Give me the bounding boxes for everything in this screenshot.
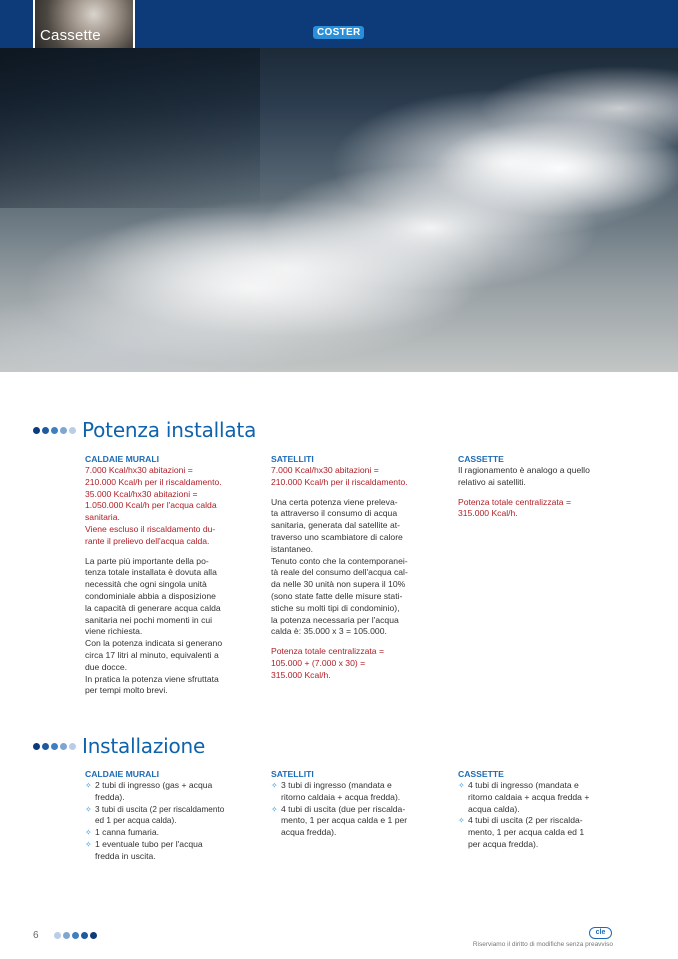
text-line: calda è: 35.000 x 3 = 105.000. bbox=[271, 626, 387, 637]
page-number: 6 bbox=[33, 930, 39, 941]
column-heading: SATELLITI bbox=[271, 454, 314, 464]
potenza-satelliti-column bbox=[271, 453, 431, 682]
hero-foam-lower bbox=[80, 198, 500, 338]
text-line: 1.050.000 Kcal/h per l'acqua calda bbox=[85, 500, 217, 511]
text-line: ✧ 2 tubi di ingresso (gas + acqua bbox=[95, 780, 213, 790]
column-heading: CASSETTE bbox=[458, 454, 504, 464]
text-line: 315.000 Kcal/h. bbox=[458, 508, 518, 519]
text-line: tà reale del consumo dell'acqua cal- bbox=[271, 567, 408, 578]
text-line: Una certa potenza viene preleva- bbox=[271, 496, 398, 507]
dot-icon bbox=[60, 427, 67, 434]
text-line: ✧ 3 tubi di uscita (2 per riscaldamento bbox=[95, 804, 225, 814]
dot-icon bbox=[42, 427, 49, 434]
text-line: Viene escluso il riscaldamento du- bbox=[85, 523, 216, 534]
text-line: ✧ 3 tubi di ingresso (mandata e bbox=[281, 780, 392, 790]
section-header-potenza bbox=[33, 418, 256, 442]
dot-icon bbox=[51, 743, 58, 750]
installazione-caldaie-column bbox=[85, 768, 245, 863]
text-line: ✧ 4 tubi di ingresso (mandata e bbox=[468, 780, 579, 790]
text-line: 210.000 Kcal/h per il riscaldamento. bbox=[271, 476, 408, 487]
text-line: Potenza totale centralizzata = bbox=[271, 646, 384, 657]
list-item bbox=[271, 780, 431, 804]
text-line: Con la potenza indicata si generano bbox=[85, 638, 223, 649]
text-line: la potenza necessaria per l'acqua bbox=[271, 614, 399, 625]
text-line: condominiale abbia a disposizione bbox=[85, 590, 216, 601]
dot-icon bbox=[60, 743, 67, 750]
text-line: 210.000 Kcal/h per il riscaldamento. bbox=[85, 476, 222, 487]
footer-dots bbox=[54, 932, 97, 939]
text-line: acqua fredda). bbox=[281, 827, 337, 838]
hero-wave-image bbox=[0, 48, 678, 372]
text-line: per tempi molto brevi. bbox=[85, 685, 168, 696]
text-line: viene richiesta. bbox=[85, 626, 143, 637]
text-line: per acqua fredda). bbox=[468, 838, 539, 849]
text-line: fredda). bbox=[95, 791, 125, 802]
company-logo: cle bbox=[589, 927, 612, 939]
list-item bbox=[85, 804, 245, 828]
section-thumbnail[interactable] bbox=[33, 0, 135, 50]
potenza-cassette-column bbox=[458, 453, 618, 520]
text-line: mento, 1 per acqua calda ed 1 bbox=[468, 827, 585, 838]
footer-disclaimer: Riserviamo il diritto di modifiche senza preavviso bbox=[472, 941, 613, 948]
text-line: acqua calda). bbox=[468, 803, 520, 814]
dot-icon bbox=[90, 932, 97, 939]
column-heading: CALDAIE MURALI bbox=[85, 769, 159, 779]
hero-shadow bbox=[0, 48, 260, 208]
dot-icon bbox=[72, 932, 79, 939]
list-item bbox=[85, 839, 245, 863]
dot-icon bbox=[42, 743, 49, 750]
list-item bbox=[85, 827, 245, 839]
text-line: mento, 1 per acqua calda e 1 per bbox=[281, 815, 408, 826]
text-line: ed 1 per acqua calda). bbox=[95, 816, 177, 826]
text-line: La parte più importante della po- bbox=[85, 555, 209, 566]
section-title: Potenza installata bbox=[82, 418, 257, 442]
text-line: ✧ 4 tubi di uscita (2 per riscalda- bbox=[468, 815, 583, 826]
text-line: ritorno caldaia + acqua fredda + bbox=[468, 791, 590, 802]
column-heading: SATELLITI bbox=[271, 769, 314, 779]
section-header-installazione bbox=[33, 734, 205, 758]
text-line: fredda in uscita. bbox=[95, 850, 156, 861]
text-line: sanitaria nei pochi momenti in cui bbox=[85, 614, 213, 625]
text-line: 315.000 Kcal/h. bbox=[271, 669, 331, 680]
text-line: ✧ 1 eventuale tubo per l'acqua bbox=[95, 838, 203, 849]
caldaie-body-text bbox=[85, 556, 245, 698]
potenza-caldaie-column bbox=[85, 453, 245, 697]
section-thumbnail-label: Cassette bbox=[40, 27, 101, 44]
text-line: da nelle 30 unità non supera il 10% bbox=[271, 579, 406, 590]
bullet-list bbox=[85, 780, 245, 863]
text-line: sanitaria. bbox=[85, 512, 120, 523]
dot-icon bbox=[63, 932, 70, 939]
column-heading: CALDAIE MURALI bbox=[85, 454, 159, 464]
satelliti-total bbox=[271, 646, 431, 681]
text-line: ta attraverso il consumo di acqua bbox=[271, 508, 398, 519]
section-dots bbox=[33, 743, 76, 750]
text-line: due docce. bbox=[85, 661, 128, 672]
text-line: circa 17 litri al minuto, equivalenti a bbox=[85, 649, 219, 660]
dot-icon bbox=[69, 427, 76, 434]
text-line: 35.000 Kcal/hx30 abitazioni = bbox=[85, 488, 198, 499]
dot-icon bbox=[54, 932, 61, 939]
list-item bbox=[271, 804, 431, 839]
text-line: 7.000 Kcal/hx30 abitazioni = bbox=[271, 465, 379, 475]
list-item bbox=[458, 815, 618, 850]
list-item bbox=[458, 780, 618, 815]
text-line: Il ragionamento è analogo a quello bbox=[458, 465, 590, 475]
installazione-cassette-column bbox=[458, 768, 618, 851]
dot-icon bbox=[81, 932, 88, 939]
text-line: In pratica la potenza viene sfruttata bbox=[85, 673, 219, 684]
text-line: Tenuto conto che la contemporanei- bbox=[271, 555, 408, 566]
text-line: ritorno caldaia + acqua fredda). bbox=[281, 791, 401, 802]
text-line: sanitaria, generata dal satellite at- bbox=[271, 520, 400, 531]
text-line: 105.000 + (7.000 x 30) = bbox=[271, 657, 366, 668]
column-heading: CASSETTE bbox=[458, 769, 504, 779]
bullet-list bbox=[458, 780, 618, 851]
text-line: ✧ 4 tubi di uscita (due per riscalda- bbox=[281, 803, 406, 814]
text-line: tenza totale installata è dovuta alla bbox=[85, 567, 217, 578]
text-line: istantaneo. bbox=[271, 543, 314, 554]
cassette-body-text bbox=[458, 465, 618, 489]
dot-icon bbox=[69, 743, 76, 750]
text-line: ✧ 1 canna fumaria. bbox=[95, 827, 160, 838]
dot-icon bbox=[33, 743, 40, 750]
satelliti-power-values bbox=[271, 465, 431, 489]
text-line: traverso uno scambiatore di calore bbox=[271, 531, 403, 542]
satelliti-body-text bbox=[271, 497, 431, 639]
text-line: rante il prelievo dell'acqua calda. bbox=[85, 535, 210, 546]
text-line: 7.000 Kcal/hx30 abitazioni = bbox=[85, 465, 193, 475]
brand-badge: COSTER bbox=[313, 26, 364, 39]
text-line: Potenza totale centralizzata = bbox=[458, 496, 571, 507]
section-title: Installazione bbox=[82, 734, 206, 758]
caldaie-power-values bbox=[85, 465, 245, 548]
text-line: necessità che ogni singola unità bbox=[85, 579, 207, 590]
dot-icon bbox=[33, 427, 40, 434]
bullet-list bbox=[271, 780, 431, 839]
text-line: stiche su molti tipi di condominio), bbox=[271, 602, 400, 613]
text-line: (sono state fatte delle misure stati- bbox=[271, 590, 403, 601]
text-line: la capacità di generare acqua calda bbox=[85, 602, 221, 613]
dot-icon bbox=[51, 427, 58, 434]
installazione-satelliti-column bbox=[271, 768, 431, 839]
section-dots bbox=[33, 427, 76, 434]
cassette-total bbox=[458, 497, 618, 521]
text-line: relativo ai satelliti. bbox=[458, 476, 526, 487]
list-item bbox=[85, 780, 245, 804]
